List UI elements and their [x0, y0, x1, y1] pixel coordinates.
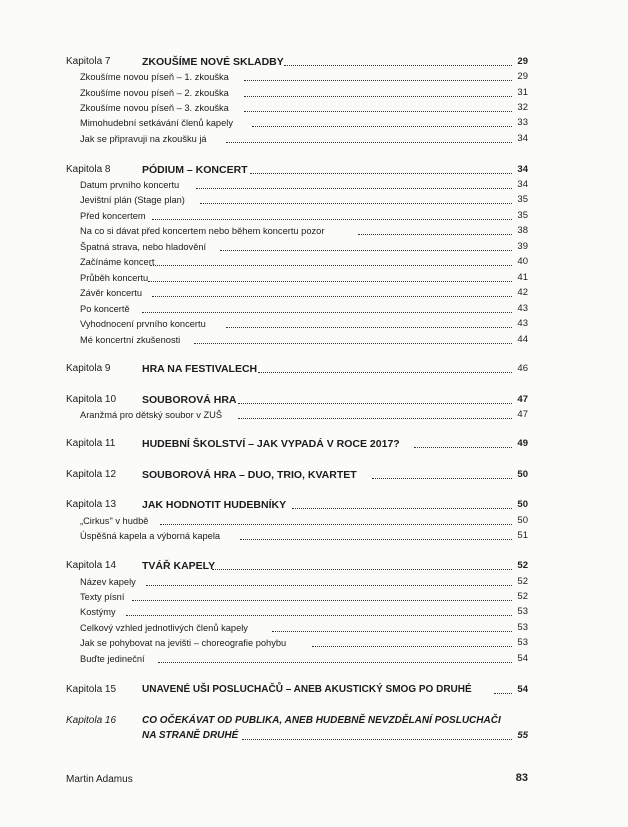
entry-title: Celkový vzhled jednotlivých členů kapely	[80, 623, 248, 633]
chapter-title: HUDEBNÍ ŠKOLSTVÍ – JAK VYPADÁ V ROCE 2017?	[142, 438, 400, 450]
chapter-label: Kapitola 15	[66, 684, 117, 695]
dot-leader	[146, 585, 512, 586]
toc-chapter	[0, 714, 628, 728]
dot-leader	[160, 524, 512, 525]
chapter-title: SOUBOROVÁ HRA – DUO, TRIO, KVARTET	[142, 469, 357, 481]
chapter-label: Kapitola 12	[66, 469, 117, 480]
entry-title: Buďte jedineční	[80, 654, 145, 664]
dot-leader	[258, 372, 512, 373]
toc-entry	[0, 101, 628, 115]
toc-chapter	[0, 559, 628, 573]
dot-leader	[226, 142, 512, 143]
toc-entry	[0, 193, 628, 207]
footer-author: Martin Adamus	[66, 774, 133, 785]
entry-title: Jevištní plán (Stage plan)	[80, 195, 185, 205]
page-number: 51	[517, 530, 528, 541]
entry-title: Zkoušíme novou píseň – 3. zkouška	[80, 103, 229, 113]
toc-entry	[0, 514, 628, 528]
dot-leader	[372, 478, 512, 479]
dot-leader	[238, 403, 512, 404]
toc-entry	[0, 590, 628, 604]
dot-leader	[284, 65, 512, 66]
page-number: 54	[517, 653, 528, 664]
page-number: 42	[517, 287, 528, 298]
page-number: 52	[517, 591, 528, 602]
page-number: 40	[517, 256, 528, 267]
page-number: 53	[517, 622, 528, 633]
entry-title: Kostýmy	[80, 607, 116, 617]
chapter-label: Kapitola 16	[66, 715, 117, 726]
page-number: 39	[517, 241, 528, 252]
page-number: 29	[517, 71, 528, 82]
dot-leader	[244, 96, 512, 97]
chapter-title: SOUBOROVÁ HRA	[142, 394, 237, 406]
page-number: 31	[517, 87, 528, 98]
toc-entry	[0, 605, 628, 619]
chapter-label: Kapitola 13	[66, 499, 117, 510]
entry-title: Texty písní	[80, 592, 125, 602]
entry-title: Na co si dávat před koncertem nebo během koncertu pozor	[80, 226, 325, 236]
dot-leader	[272, 631, 512, 632]
dot-leader	[142, 312, 512, 313]
toc-entry	[0, 132, 628, 146]
toc-chapter	[0, 468, 628, 482]
entry-title: „Cirkus" v hudbě	[80, 516, 149, 526]
dot-leader	[194, 343, 512, 344]
chapter-label: Kapitola 7	[66, 56, 111, 67]
toc-entry	[0, 317, 628, 331]
dot-leader	[150, 265, 512, 266]
page-number: 33	[517, 117, 528, 128]
page-number: 52	[517, 560, 528, 571]
dot-leader	[244, 80, 512, 81]
toc-entry	[0, 224, 628, 238]
dot-leader	[126, 615, 512, 616]
toc-chapter	[0, 498, 628, 512]
chapter-title: TVÁŘ KAPELY	[142, 560, 216, 572]
entry-title: Úspěšná kapela a výborná kapela	[80, 531, 221, 541]
chapter-title: HRA NA FESTIVALECH	[142, 363, 258, 375]
toc-entry	[0, 333, 628, 347]
entry-title: Aranžmá pro dětský soubor v ZUŠ	[80, 410, 223, 420]
toc-entry	[0, 302, 628, 316]
entry-title: Mimohudební setkávání členů kapely	[80, 118, 233, 128]
page-number: 35	[517, 194, 528, 205]
page-number: 54	[517, 684, 528, 695]
page-number: 44	[517, 334, 528, 345]
toc-entry	[0, 271, 628, 285]
entry-title: Před koncertem	[80, 211, 146, 221]
dot-leader	[238, 418, 512, 419]
page-number: 49	[517, 438, 528, 449]
page-number: 34	[517, 179, 528, 190]
toc-entry	[0, 575, 628, 589]
entry-title: Po koncertě	[80, 304, 130, 314]
page-number: 50	[517, 499, 528, 510]
page-number: 47	[517, 409, 528, 420]
entry-title: Jak se pohybovat na jevišti – choreografie pohybu	[80, 638, 287, 648]
dot-leader	[220, 250, 512, 251]
entry-title: Jak se připravuji na zkoušku já	[80, 134, 207, 144]
toc-chapter	[0, 393, 628, 407]
chapter-label: Kapitola 11	[66, 438, 116, 449]
entry-title: Vyhodnocení prvního koncertu	[80, 319, 206, 329]
chapter-title: ZKOUŠÍME NOVÉ SKLADBY	[142, 56, 284, 68]
page-number: 53	[517, 606, 528, 617]
dot-leader	[242, 739, 512, 740]
chapter-label: Kapitola 9	[66, 363, 111, 374]
toc-entry	[0, 652, 628, 666]
toc-entry	[0, 240, 628, 254]
dot-leader	[152, 219, 512, 220]
chapter-label: Kapitola 14	[66, 560, 117, 571]
entry-title: Průběh koncertu	[80, 273, 149, 283]
page-number: 46	[517, 363, 528, 374]
toc-entry	[0, 408, 628, 422]
toc-entry	[0, 529, 628, 543]
entry-title: Závěr koncertu	[80, 288, 143, 298]
chapter-label: Kapitola 8	[66, 164, 111, 175]
dot-leader	[200, 203, 512, 204]
dot-leader	[226, 327, 512, 328]
toc-entry	[0, 255, 628, 269]
dot-leader	[196, 188, 512, 189]
entry-title: Zkoušíme novou píseň – 2. zkouška	[80, 88, 229, 98]
dot-leader	[252, 126, 512, 127]
page-number: 50	[517, 469, 528, 480]
chapter-title: PÓDIUM – KONCERT	[142, 164, 248, 176]
toc-entry	[0, 286, 628, 300]
entry-title: Začínáme koncert	[80, 257, 155, 267]
dot-leader	[158, 662, 512, 663]
dot-leader	[250, 173, 512, 174]
dot-leader	[132, 600, 512, 601]
page-number: 41	[517, 272, 528, 283]
page-number: 47	[517, 394, 528, 405]
page-number: 34	[517, 164, 528, 175]
chapter-title: UNAVENÉ UŠI POSLUCHAČŮ – ANEB AKUSTICKÝ SMOG PO DRUHÉ	[142, 684, 472, 695]
dot-leader	[292, 508, 512, 509]
chapter-title: CO OČEKÁVAT OD PUBLIKA, ANEB HUDEBNĚ NEVZDĚLANÍ POSLUCHAČI	[142, 715, 501, 726]
page-number: 32	[517, 102, 528, 113]
toc-entry	[0, 116, 628, 130]
entry-title: Mé koncertní zkušenosti	[80, 335, 181, 345]
dot-leader	[358, 234, 512, 235]
toc-chapter	[0, 683, 628, 697]
toc-entry	[0, 621, 628, 635]
entry-title: Datum prvního koncertu	[80, 180, 180, 190]
toc-entry	[0, 636, 628, 650]
dot-leader	[244, 111, 512, 112]
entry-title: Název kapely	[80, 577, 136, 587]
page-number: 52	[517, 576, 528, 587]
toc-entry	[0, 86, 628, 100]
page-number: 53	[517, 637, 528, 648]
page-number: 38	[517, 225, 528, 236]
toc-entry	[0, 209, 628, 223]
toc-chapter	[0, 437, 628, 451]
page-number: 50	[517, 515, 528, 526]
toc-entry	[0, 70, 628, 84]
toc-chapter	[0, 55, 628, 69]
page-number: 55	[517, 730, 528, 741]
dot-leader	[494, 693, 512, 694]
page-number: 43	[517, 318, 528, 329]
toc-entry	[0, 178, 628, 192]
toc-chapter	[0, 362, 628, 376]
dot-leader	[152, 296, 512, 297]
chapter-title-line2: NA STRANĚ DRUHÉ	[142, 730, 239, 741]
entry-title: Zkoušíme novou píseň – 1. zkouška	[80, 72, 229, 82]
page-number: 43	[517, 303, 528, 314]
page-number: 29	[517, 56, 528, 67]
chapter-title: JAK HODNOTIT HUDEBNÍKY	[142, 499, 287, 511]
dot-leader	[212, 569, 512, 570]
toc-chapter	[0, 163, 628, 177]
page-number: 34	[517, 133, 528, 144]
chapter-label: Kapitola 10	[66, 394, 117, 405]
toc-chapter-continued	[0, 729, 628, 743]
footer-page-number: 83	[515, 772, 528, 784]
dot-leader	[414, 447, 512, 448]
page-number: 35	[517, 210, 528, 221]
entry-title: Špatná strava, nebo hladovění	[80, 242, 207, 252]
dot-leader	[148, 281, 512, 282]
dot-leader	[240, 539, 512, 540]
dot-leader	[312, 646, 512, 647]
